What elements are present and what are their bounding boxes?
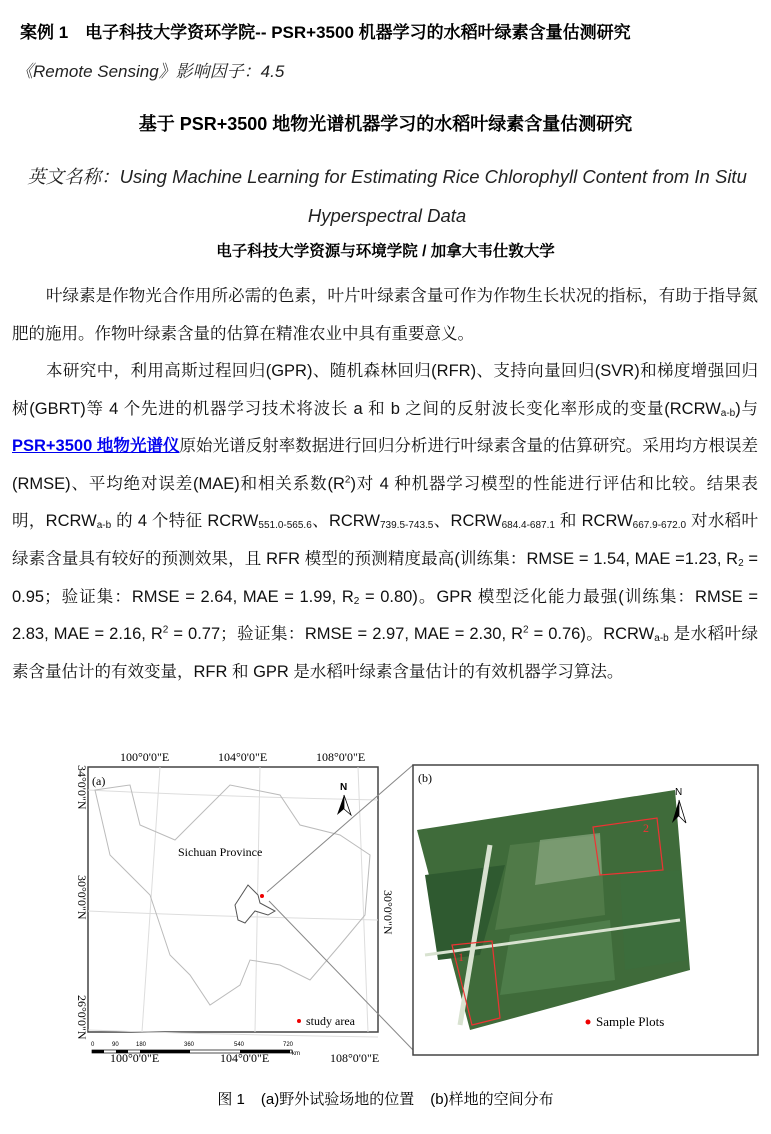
lat-26: 26°0'0"N xyxy=(75,995,89,1040)
plot-1-label: 1 xyxy=(458,950,464,964)
t: )与 xyxy=(735,399,758,418)
t: 的 4 个特征 RCRW xyxy=(111,512,259,531)
province-label: Sichuan Province xyxy=(178,845,263,859)
t: = 0.76)。RCRW xyxy=(528,625,655,644)
lon-top-104: 104°0'0"E xyxy=(218,750,268,764)
scale-360: 360 xyxy=(184,1042,195,1048)
sub: 739.5-743.5 xyxy=(379,520,434,532)
study-area-label: study area xyxy=(306,1014,355,1028)
scale-540: 540 xyxy=(234,1042,245,1048)
caption-fig: 图 1 xyxy=(217,1091,245,1108)
affiliation: 电子科技大学资源与环境学院 / 加拿大韦仕敦大学 xyxy=(216,243,555,260)
lon-bottom-108: 108°0'0"E xyxy=(330,1051,380,1065)
sub: 684.4-687.1 xyxy=(501,520,555,532)
t: 、RCRW xyxy=(311,512,380,531)
t: 是水稻叶绿素含量估计的有效变量，RFR 和 GPR 是水稻叶绿素含量估计的有效机器学习算法。 xyxy=(12,625,758,681)
sub: a-b xyxy=(654,633,669,645)
caption-a: (a)野外试验场地的位置 xyxy=(260,1091,415,1108)
sub: 667.9-672.0 xyxy=(632,520,687,532)
paragraph-intro: 叶绿素是作物光合作用所必需的色素，叶片叶绿素含量可作为作物生长状况的指标，有助于指导氮肥的施用。作物叶绿素含量的估算在精准农业中具有重要意义。 xyxy=(12,287,758,343)
panel-b-label: (b) xyxy=(418,771,432,785)
sub: 551.0-565.6 xyxy=(258,520,312,532)
panel-a-frame xyxy=(88,767,378,1032)
article-title: 基于 PSR+3500 地物光谱机器学习的水稻叶绿素含量估测研究 xyxy=(138,114,633,134)
english-title: 英文名称：Using Machine Learning for Estimating Rice Chlorophyll Content from In Situ Hyperspectral Data xyxy=(27,166,747,226)
case-heading: 案例 1 电子科技大学资环学院-- PSR+3500 机器学习的水稻叶绿素含量估测研究 xyxy=(20,23,631,42)
sup: 2 xyxy=(523,624,529,636)
study-area-marker xyxy=(260,894,264,898)
north-label-b: N xyxy=(675,787,683,798)
t: = 0.77；验证集：RMSE = 2.97, MAE = 2.30, R xyxy=(168,625,523,644)
journal-impact: 《Remote Sensing》影响因子：4.5 xyxy=(16,62,285,81)
psr3500-link[interactable]: PSR+3500 地物光谱仪 xyxy=(12,437,180,456)
scale-720: 720 xyxy=(283,1042,294,1048)
t: )对 4 种机器学习模型的性能进行评估和比较。结果表明，RCRW xyxy=(12,474,758,531)
lon-bottom-104: 104°0'0"E xyxy=(220,1051,270,1065)
t: = 0.80)。GPR 模型泛化能力最强(训练集：RMSE = 2.83, MAE = 2.16, R xyxy=(12,587,758,644)
lat-34: 34°0'0"N xyxy=(75,765,89,810)
t: 和 RCRW xyxy=(554,512,633,531)
sample-plots-label: Sample Plots xyxy=(596,1014,665,1029)
t: 、RCRW xyxy=(433,512,502,531)
panel-a-label: (a) xyxy=(92,774,106,788)
sup: 2 xyxy=(344,474,351,486)
lon-top-108: 108°0'0"E xyxy=(316,750,366,764)
sup: 2 xyxy=(162,624,169,636)
scale-0: 0 xyxy=(91,1042,95,1048)
t: 原始光谱反射率数据进行回归分析进行叶绿素含量的估算研究。采用均方根误差(RMSE)、平均绝对误差(MAE)和相关系数(R xyxy=(12,437,759,493)
lon-top-100: 100°0'0"E xyxy=(120,750,170,764)
caption-b: (b)样地的空间分布 xyxy=(430,1091,554,1108)
scale-unit: km xyxy=(292,1051,300,1057)
lat-30-right: 30°0'0"N xyxy=(381,890,395,935)
figure-1 xyxy=(75,745,765,1065)
lon-bottom-100: 100°0'0"E xyxy=(110,1051,160,1065)
paragraph-method xyxy=(12,353,758,691)
plot-2-label: 2 xyxy=(643,821,649,835)
sub: 2 xyxy=(738,557,744,569)
figure-caption xyxy=(0,1088,771,1109)
north-label: N xyxy=(340,782,348,793)
sub: 2 xyxy=(353,595,360,607)
sub: a-b xyxy=(720,407,736,419)
t: = 0.95；验证集：RMSE = 2.64, MAE = 1.99, R xyxy=(12,549,758,606)
legend-marker-b xyxy=(586,1020,591,1025)
lat-30: 30°0'0"N xyxy=(75,875,89,920)
sub: a-b xyxy=(96,520,112,532)
scale-180: 180 xyxy=(136,1042,147,1048)
t: 对水稻叶绿素含量具有较好的预测效果，且 RFR 模型的预测精度最高(训练集：RMSE = 1.54, MAE =1.23, R xyxy=(12,512,758,568)
scale-90: 90 xyxy=(112,1042,119,1048)
t: 本研究中，利用高斯过程回归(GPR)、随机森林回归(RFR)、支持向量回归(SVR)和梯度增强回归树(GBRT)等 4 个先进的机器学习技术将波长 a 和 b 之间的反射波长变化率形成的变量(RCRW xyxy=(12,362,758,418)
legend-marker xyxy=(297,1019,301,1023)
